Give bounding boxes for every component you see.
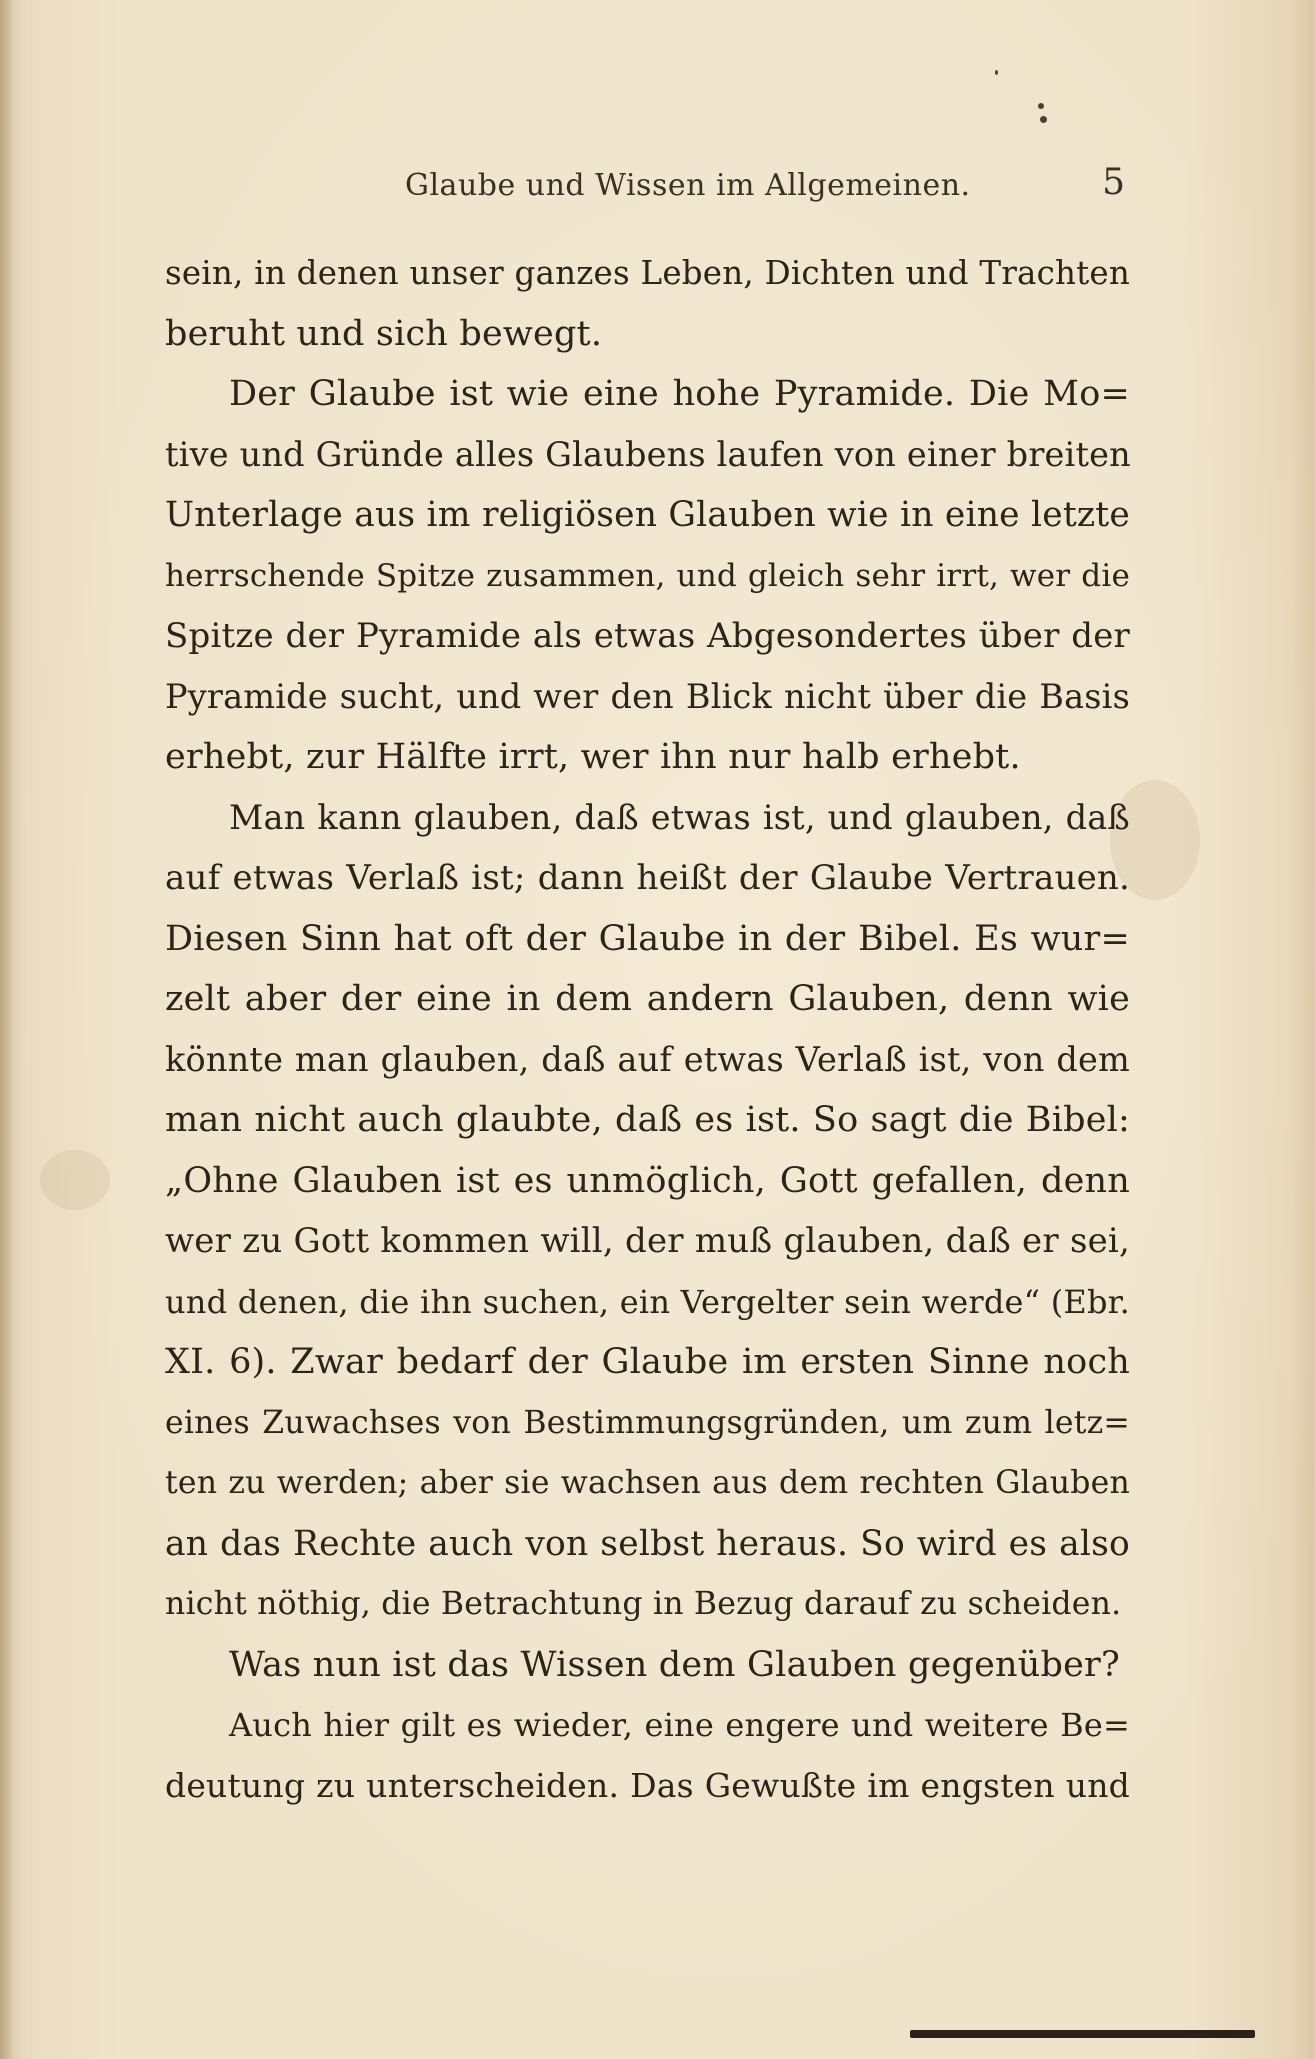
ink-speck [1038,103,1044,109]
text-line: Pyramide sucht, und wer den Blick nicht über die Basis [165,676,1130,716]
ink-speck [995,70,998,75]
text-line: herrschende Spitze zusammen, und gleich sehr irrt, wer die [165,557,1130,594]
text-line: Spitze der Pyramide als etwas Abgesondertes über der [165,616,1130,656]
text-line: wer zu Gott kommen will, der muß glauben, daß er sei, [165,1221,1130,1261]
text-line: tive und Gründe alles Glaubens laufen von einer breiten [165,434,1131,474]
text-line: Der Glaube ist wie eine hohe Pyramide. Die Mo= [229,374,1130,414]
text-line: Unterlage aus im religiösen Glauben wie in eine letzte [165,495,1130,535]
running-title: Glaube und Wissen im Allgemeinen. [405,168,971,203]
text-line: deutung zu unterscheiden. Das Gewußte im engsten und [165,1765,1130,1805]
text-line: könnte man glauben, daß auf etwas Verlaß ist, von dem [165,1039,1130,1079]
text-line: ten zu werden; aber sie wachsen aus dem rechten Glauben [165,1465,1130,1501]
text-line: und denen, die ihn suchen, ein Vergelter sein werde“ (Ebr. [165,1282,1130,1321]
text-line: beruht und sich bewegt. [165,313,603,354]
text-line: eines Zuwachses von Bestimmungsgründen, um zum letz= [165,1404,1130,1441]
paper-stain [40,1150,110,1210]
text-line: nicht nöthig, die Betrachtung in Bezug darauf zu scheiden. [165,1586,1122,1622]
text-line: Was nun ist das Wissen dem Glauben gegenüber? [229,1644,1120,1685]
text-line: man nicht auch glaubte, daß es ist. So sagt die Bibel: [165,1100,1130,1140]
text-line: auf etwas Verlaß ist; dann heißt der Glaube Vertrauen. [165,858,1130,898]
text-line: Diesen Sinn hat oft der Glaube in der Bibel. Es wur= [165,918,1130,959]
text-line: Man kann glauben, daß etwas ist, und glauben, daß [229,797,1130,837]
text-line: XI. 6). Zwar bedarf der Glaube im ersten Sinne noch [165,1342,1130,1382]
text-line: „Ohne Glauben ist es unmöglich, Gott gefallen, denn [165,1160,1130,1201]
page-edge-shadow [0,0,14,2059]
text-line: erhebt, zur Hälfte irrt, wer ihn nur halb erhebt. [165,737,1021,777]
bottom-edge-mark [910,2030,1255,2038]
ink-speck [1040,116,1047,123]
body-text [165,243,1130,1816]
text-line: an das Rechte auch von selbst heraus. So wird es also [165,1523,1130,1564]
text-line: Auch hier gilt es wieder, eine engere und weitere Be= [229,1706,1130,1744]
text-line: zelt aber der eine in dem andern Glauben, denn wie [165,979,1130,1019]
page-number: 5 [1102,162,1125,203]
running-header [405,162,1125,212]
text-line: sein, in denen unser ganzes Leben, Dichten und Trachten [165,254,1130,292]
